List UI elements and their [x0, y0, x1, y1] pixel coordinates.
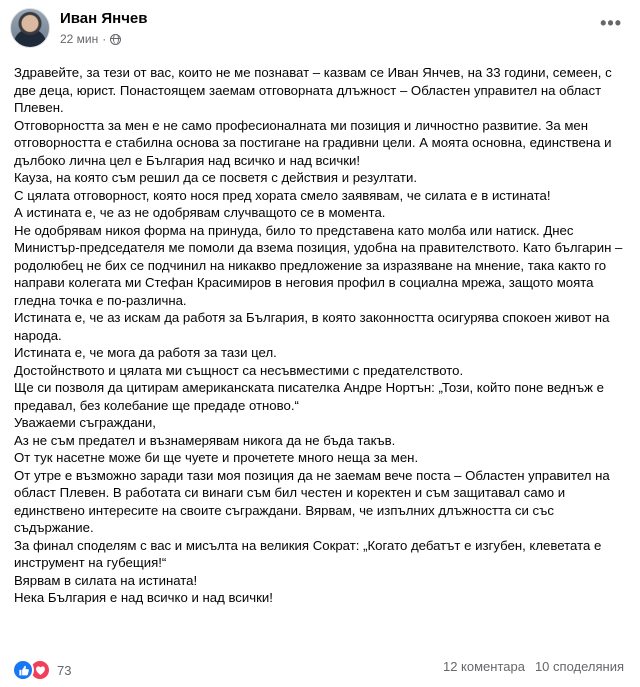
post-paragraph: Истината е, че мога да работя за тази цел.: [14, 345, 277, 360]
meta-separator: ·: [102, 32, 107, 46]
post-paragraph: Нека България е над всичко и над всички!: [14, 590, 273, 605]
post-paragraph: С цялата отговорност, която нося пред хората смело заявявам, че силата е в истината!: [14, 187, 551, 203]
post-paragraph: Здравейте, за тези от вас, които не ме познават – казвам се Иван Янчев, на 33 години, семеен, с две деца, юрист. Понастоящем заемам отговорната длъжност – Областен управител на област Плевен.: [14, 65, 612, 115]
post-paragraph: А истината е, че аз не одобрявам случващото се в момента.: [14, 205, 386, 220]
post-paragraph: Истината е, че аз искам да работя за България, в която законността осигурява спокоен живот на народа.: [14, 310, 610, 343]
post-paragraph: За финал споделям с вас и мисълта на великия Сократ: „Когато дебатът е изгубен, клеветата е инструмент на губещия!“: [14, 537, 602, 570]
post-paragraph: Аз не съм предател и възнамерявам никога да не бъда такъв.: [14, 432, 396, 448]
post-paragraph: Достойнството и цялата ми същност са несъвместими с предателството.: [14, 362, 464, 378]
post-paragraph: Отговорността за мен е не само професионалната ми позиция и личностно развитие. За мен отговорността е стабилна основа за постигане на градивни цели. А моята основна, единствена и дълбоко лична цел е България над всичко и над всички!: [14, 117, 612, 168]
reactions-summary[interactable]: [12, 659, 71, 681]
globe-icon[interactable]: [110, 34, 121, 45]
post-header: [10, 8, 630, 56]
author-name[interactable]: Иван Янчев: [60, 10, 148, 27]
post-paragraph: Вярвам в силата на истината!: [14, 572, 198, 588]
like-icon: [12, 659, 34, 681]
post-paragraph: Кауза, на която съм решил да се посветя с действия и резултати.: [14, 170, 418, 185]
post-footer: [12, 658, 628, 678]
author-avatar[interactable]: [10, 8, 50, 48]
post-time[interactable]: 22 мин: [60, 32, 99, 46]
comments-count[interactable]: 12 коментара: [442, 659, 525, 674]
post-paragraph: Не одобрявам никоя форма на принуда, било то представена като молба или натиск. Днес Министър-председателя ме помоли да взема позиция, удобна на правителството. Като българин – родолюбец не бих се подчинил на никакво предложение за изразяване на мнение, така както го направи колегата ми Стефан Красимиров в неговия профил в социална мрежа, защото моята гледна точка е по-различна.: [14, 222, 623, 308]
reaction-count: 73: [57, 662, 72, 678]
shares-count[interactable]: 10 споделяния: [534, 659, 624, 674]
post-paragraph: Уважаеми съграждани,: [14, 415, 156, 430]
post-paragraph: Ще си позволя да цитирам американската писателка Андре Нортън: „Този, който поне веднъж е предавал, без колебание ще предаде отново.“: [14, 380, 604, 413]
post-text: [14, 64, 626, 607]
more-options-icon[interactable]: •••: [600, 13, 622, 33]
engagement-stats: [443, 659, 624, 674]
post-paragraph: От тук насетне може би ще чуете и прочетете много неща за мен.: [14, 450, 419, 465]
post-meta: [60, 32, 121, 46]
post-paragraph: От утре е възможно заради тази моя позиция да не заемам вече поста – Областен управител на област Плевен. В работата си винаги съм бил честен и коректен и съм защитавал само и единствено интересите на своите съграждани. Вярвам, че изпълних длъжността си със съдържание.: [14, 467, 610, 535]
